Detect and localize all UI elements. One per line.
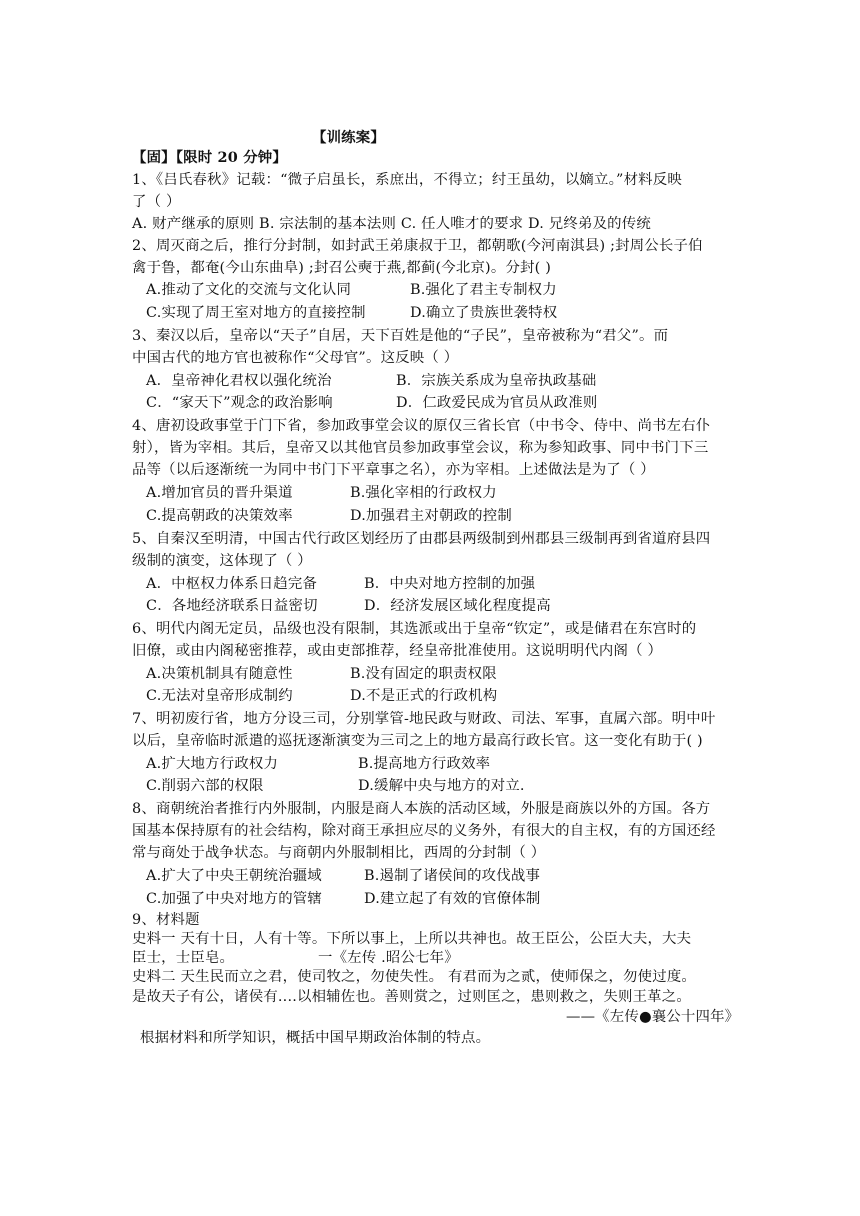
q8-stem-line2: 国基本保持原有的社会结构，除对商王承担应尽的义务外，有很大的自主权，有的方国还经	[132, 823, 716, 839]
q6-option-a: A.决策机制具有随意性	[146, 666, 293, 682]
q8-option-a: A.扩大了中央王朝统治疆域	[146, 868, 322, 884]
q3-option-a: A．皇帝神化君权以强化统治	[146, 373, 332, 389]
q9-title: 9、材料题	[132, 912, 200, 928]
q8-option-d: D.建立起了有效的官僚体制	[364, 891, 541, 907]
q7-stem-line2: 以后，皇帝临时派遣的巡抚逐渐演变为三司之上的地方最高行政长官。这一变化有助于( )	[132, 733, 703, 749]
q6-option-c: C.无法对皇帝形成制约	[146, 688, 293, 704]
q2-option-c: C.实现了周王室对地方的直接控制	[146, 305, 366, 321]
q5-stem-line1: 5、自秦汉至明清，中国古代行政区划经历了由郡县两级制到州郡县三级制再到省道府县四	[132, 531, 711, 547]
q8-stem-line1: 8、商朝统治者推行内外服制，内服是商人本族的活动区域，外服是商族以外的方国。各方	[132, 801, 711, 817]
q1-options: A. 财产继承的原则 B. 宗法制的基本法则 C. 任人唯才的要求 D. 兄终弟及的传统	[132, 216, 651, 232]
q7-option-a: A.扩大地方行政权力	[146, 756, 279, 772]
q2-stem-line2: 禽于鲁，都奄(今山东曲阜) ;封召公奭于燕,都蓟(今北京)。分封( )	[132, 260, 552, 276]
q8-option-c: C.加强了中央对地方的管辖	[146, 891, 322, 907]
q3-stem-line2: 中国古代的地方官也被称作“父母官”。这反映（ ）	[132, 350, 459, 366]
section-heading: 【固】【限时 20 分钟】	[132, 149, 287, 166]
q4-stem-line1: 4、唐初设政事堂于门下省，参加政事堂会议的原仅三省长官（中书令、侍中、尚书左右仆	[132, 418, 711, 434]
q8-stem-line3: 常与商处于战争状态。与商朝内外服制相比，西周的分封制（ ）	[132, 845, 546, 861]
q4-stem-line2: 射），皆为宰相。其后，皇帝又以其他官员参加政事堂会议，称为参知政事、同中书门下三	[132, 440, 709, 456]
q2-option-d: D.确立了贵族世袭特权	[410, 305, 558, 321]
q9-source1-line1: 史料一 天有十日，人有十等。下所以事上，上所以共神也。故王臣公，公臣大夫，大夫	[132, 931, 692, 947]
q9-question: 根据材料和所学知识，概括中国早期政治体制的特点。	[140, 1030, 491, 1046]
q6-option-b: B.没有固定的职责权限	[350, 666, 497, 682]
q9-source2-line2: 是故天子有公，诸侯有....以相辅佐也。善则赏之，过则匡之，患则救之，失则王革之。	[132, 989, 691, 1005]
q8-option-b: B.遏制了诸侯间的攻伐战事	[364, 868, 541, 884]
q5-option-a: A．中枢权力体系日趋完备	[146, 576, 318, 592]
q9-source2-citation: ——《左传●襄公十四年》	[566, 1009, 740, 1025]
q1-stem-line2: 了（ ）	[132, 194, 181, 210]
q7-stem-line1: 7、明初废行省，地方分设三司，分别掌管-地民政与财政、司法、军事，直属六部。明中叶	[132, 711, 716, 727]
q3-stem-line1: 3、秦汉以后，皇帝以“天子”自居，天下百姓是他的“子民”，皇帝被称为“君父”。而	[132, 328, 669, 344]
q6-stem-line1: 6、明代内阁无定员，品级也没有限制，其选派或出于皇帝“钦定”，或是储君在东宫时的	[132, 621, 697, 637]
q9-source1-citation: 一《左传 .昭公七年》	[318, 950, 459, 966]
q9-source1-line2: 臣士，士臣皂。	[132, 950, 235, 966]
q5-option-b: B．中央对地方控制的加强	[364, 576, 536, 592]
q2-option-a: A.推动了文化的交流与文化认同	[146, 282, 352, 298]
q6-stem-line2: 旧僚，或由内阁秘密推荐，或由吏部推荐，经皇帝批准使用。这说明明代内阁（ ）	[132, 643, 663, 659]
q5-option-c: C．各地经济联系日益密切	[146, 598, 318, 614]
q7-option-b: B.提高地方行政效率	[358, 756, 491, 772]
q4-option-b: B.强化宰相的行政权力	[350, 485, 497, 501]
q3-option-c: C．“家天下”观念的政治影响	[146, 395, 333, 411]
q5-option-d: D．经济发展区域化程度提高	[364, 598, 551, 614]
q7-option-d: D.缓解中央与地方的对立.	[358, 778, 525, 794]
q6-option-d: D.不是正式的行政机构	[350, 688, 498, 704]
q2-option-b: B.强化了君主专制权力	[410, 282, 557, 298]
q7-option-c: C.削弱六部的权限	[146, 778, 264, 794]
q9-source2-line1: 史料二 天生民而立之君，使司牧之，勿使失性。 有君而为之贰，使师保之，勿使过度。	[132, 969, 696, 985]
q1-stem-line1: 1、《吕氏春秋》记载：“微子启虽长，系庶出，不得立；纣王虽幼，以嫡立。”材料反映	[132, 172, 682, 188]
q4-stem-line3: 品等（以后逐渐统一为同中书门下平章事之名），亦为宰相。上述做法是为了（ ）	[132, 462, 655, 478]
q4-option-d: D.加强君主对朝政的控制	[350, 508, 512, 524]
q3-option-b: B．宗族关系成为皇帝执政基础	[396, 373, 597, 389]
q5-stem-line2: 级制的演变，这体现了（ ）	[132, 553, 312, 569]
q2-stem-line1: 2、周灭商之后，推行分封制，如封武王弟康叔于卫，都朝歌(今河南淇县) ;封周公长子伯	[132, 238, 703, 254]
q3-option-d: D．仁政爱民成为官员从政准则	[396, 395, 598, 411]
q4-option-a: A.增加官员的晋升渠道	[146, 485, 293, 501]
page-title: 【训练案】	[312, 129, 385, 146]
q4-option-c: C.提高朝政的决策效率	[146, 508, 293, 524]
